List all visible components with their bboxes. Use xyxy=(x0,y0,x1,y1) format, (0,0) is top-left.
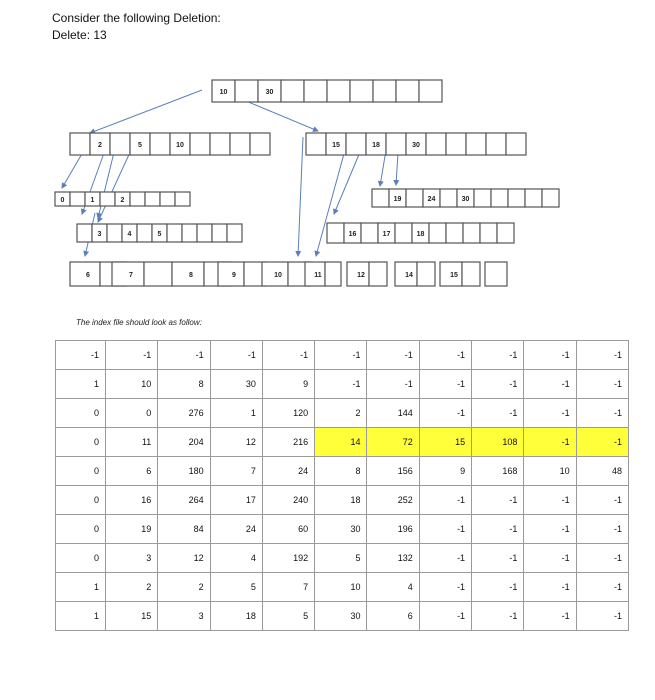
node-cell xyxy=(175,192,190,206)
table-cell: -1 xyxy=(472,370,524,399)
table-cell: -1 xyxy=(576,602,628,631)
leaf-cell xyxy=(325,262,341,286)
table-cell: 12 xyxy=(158,544,210,573)
table-cell: -1 xyxy=(367,341,419,370)
table-row xyxy=(56,486,629,515)
node-key: 10 xyxy=(176,142,184,149)
table-cell: 120 xyxy=(262,399,314,428)
node-key: 24 xyxy=(427,196,436,203)
node-cell xyxy=(70,133,90,155)
table-row xyxy=(56,370,629,399)
node-cell xyxy=(346,133,366,155)
node-key: 5 xyxy=(138,142,142,149)
node-cell xyxy=(137,224,152,242)
tree-boxes xyxy=(55,80,559,286)
table-cell: -1 xyxy=(419,515,471,544)
table-cell: 168 xyxy=(472,457,524,486)
node-key: 30 xyxy=(412,142,420,149)
table-cell: -1 xyxy=(524,573,576,602)
table-cell: 276 xyxy=(158,399,210,428)
table-cell: -1 xyxy=(576,428,628,457)
index-caption: The index file should look as follow: xyxy=(76,318,202,327)
table-row xyxy=(56,457,629,486)
leaf-key: 12 xyxy=(357,272,365,279)
table-cell: 10 xyxy=(315,573,367,602)
table-cell: 264 xyxy=(158,486,210,515)
table-row xyxy=(56,602,629,631)
node-key: 2 xyxy=(120,197,125,204)
leaf-key: 7 xyxy=(129,272,133,279)
table-cell: 5 xyxy=(315,544,367,573)
table-cell: 2 xyxy=(315,399,367,428)
node-cell xyxy=(107,224,122,242)
node-cell xyxy=(361,223,378,243)
node-cell xyxy=(130,192,145,206)
table-cell: -1 xyxy=(106,341,158,370)
node-cell xyxy=(506,133,526,155)
leaf-cell xyxy=(112,262,144,286)
leaf-cell xyxy=(218,262,244,286)
node-cell xyxy=(429,223,446,243)
leaf-key: 15 xyxy=(450,272,458,279)
node-cell xyxy=(440,189,457,207)
leaf-key: 9 xyxy=(232,272,236,279)
table-cell: 30 xyxy=(210,370,262,399)
node-key: 4 xyxy=(127,231,132,238)
leaf-cell xyxy=(417,262,435,286)
node-mid_left_a xyxy=(55,192,190,206)
table-cell: -1 xyxy=(524,486,576,515)
node-cell xyxy=(212,224,227,242)
node-cell xyxy=(210,133,230,155)
table-cell: 0 xyxy=(56,428,106,457)
table-cell: 108 xyxy=(472,428,524,457)
node-cell xyxy=(190,133,210,155)
table-cell: 18 xyxy=(315,486,367,515)
table-cell: -1 xyxy=(262,341,314,370)
node-key: 17 xyxy=(382,231,391,238)
table-cell: -1 xyxy=(576,341,628,370)
node-mid_left_b xyxy=(77,224,242,242)
leaf-cell xyxy=(172,262,204,286)
table-cell: -1 xyxy=(315,370,367,399)
table-cell: 15 xyxy=(419,428,471,457)
table-cell: -1 xyxy=(576,486,628,515)
node-cell xyxy=(235,80,258,102)
node-cell xyxy=(304,80,327,102)
table-cell: 192 xyxy=(262,544,314,573)
node-cell xyxy=(542,189,559,207)
table-cell: 6 xyxy=(367,602,419,631)
table-cell: -1 xyxy=(419,544,471,573)
node-key: 16 xyxy=(348,231,357,238)
table-cell: 8 xyxy=(158,370,210,399)
table-cell: 5 xyxy=(262,602,314,631)
table-cell: -1 xyxy=(56,341,106,370)
leaf-key: 10 xyxy=(274,272,282,279)
node-cell xyxy=(250,133,270,155)
node-cell xyxy=(160,192,175,206)
table-cell: -1 xyxy=(472,544,524,573)
table-cell: 1 xyxy=(56,573,106,602)
node-cell xyxy=(372,189,389,207)
node-mid_right_b xyxy=(327,223,514,243)
table-cell: 3 xyxy=(158,602,210,631)
table-cell: -1 xyxy=(524,399,576,428)
node-cell xyxy=(486,133,506,155)
table-cell: -1 xyxy=(576,573,628,602)
pointer-arrow xyxy=(334,152,360,214)
leaf-key: 6 xyxy=(86,272,90,279)
index-table xyxy=(55,340,629,631)
node-key: 1 xyxy=(90,197,95,204)
table-cell: 10 xyxy=(524,457,576,486)
table-cell: 12 xyxy=(210,428,262,457)
table-cell: -1 xyxy=(419,341,471,370)
table-cell: 156 xyxy=(367,457,419,486)
table-cell: 14 xyxy=(315,428,367,457)
table-cell: -1 xyxy=(576,515,628,544)
table-row xyxy=(56,544,629,573)
node-key: 18 xyxy=(372,142,380,149)
table-cell: 252 xyxy=(367,486,419,515)
table-cell: -1 xyxy=(524,602,576,631)
leaf-key: 8 xyxy=(189,272,193,279)
leaf-cell xyxy=(485,262,507,286)
table-cell: 1 xyxy=(56,370,106,399)
node-key: 19 xyxy=(393,196,402,203)
table-cell: 4 xyxy=(367,573,419,602)
table-cell: 1 xyxy=(210,399,262,428)
node-cell xyxy=(497,223,514,243)
table-cell: 5 xyxy=(210,573,262,602)
node-leaves xyxy=(70,262,507,286)
table-cell: 144 xyxy=(367,399,419,428)
table-cell: -1 xyxy=(524,544,576,573)
table-cell: 11 xyxy=(106,428,158,457)
node-key: 2 xyxy=(98,142,102,149)
node-root xyxy=(212,80,442,102)
table-cell: 15 xyxy=(106,602,158,631)
table-cell: 9 xyxy=(262,370,314,399)
node-cell xyxy=(466,133,486,155)
table-cell: 196 xyxy=(367,515,419,544)
node-cell xyxy=(480,223,497,243)
table-cell: 10 xyxy=(106,370,158,399)
node-cell xyxy=(491,189,508,207)
table-cell: 216 xyxy=(262,428,314,457)
node-key: 30 xyxy=(461,196,470,203)
leaf-cell xyxy=(144,262,172,286)
node-cell xyxy=(508,189,525,207)
table-cell: 19 xyxy=(106,515,158,544)
node-cell xyxy=(426,133,446,155)
table-cell: -1 xyxy=(315,341,367,370)
table-row xyxy=(56,573,629,602)
leaf-cell xyxy=(369,262,387,286)
table-cell: 18 xyxy=(210,602,262,631)
table-cell: -1 xyxy=(472,341,524,370)
table-row xyxy=(56,399,629,428)
table-cell: -1 xyxy=(524,515,576,544)
pointer-arrow xyxy=(396,153,398,185)
table-cell: -1 xyxy=(576,544,628,573)
node-cell xyxy=(197,224,212,242)
table-cell: -1 xyxy=(419,399,471,428)
node-cell xyxy=(406,189,423,207)
table-cell: 84 xyxy=(158,515,210,544)
table-cell: 0 xyxy=(56,486,106,515)
leaf-cell xyxy=(70,262,100,286)
table-cell: 48 xyxy=(576,457,628,486)
node-level2_right xyxy=(306,133,526,155)
table-cell: -1 xyxy=(472,573,524,602)
table-cell: 0 xyxy=(56,457,106,486)
btree-diagram xyxy=(0,0,655,320)
table-cell: -1 xyxy=(524,341,576,370)
node-cell xyxy=(463,223,480,243)
node-key: 5 xyxy=(157,231,162,238)
node-mid_right_a xyxy=(372,189,559,207)
node-cell xyxy=(525,189,542,207)
node-cell xyxy=(373,80,396,102)
table-cell: 30 xyxy=(315,515,367,544)
table-cell: 7 xyxy=(262,573,314,602)
table-cell: 180 xyxy=(158,457,210,486)
table-cell: 60 xyxy=(262,515,314,544)
table-cell: 24 xyxy=(210,515,262,544)
heading: Consider the following Deletion: xyxy=(52,11,221,25)
node-cell xyxy=(419,80,442,102)
node-key: 3 xyxy=(97,231,102,238)
node-cell xyxy=(306,133,326,155)
table-cell: -1 xyxy=(576,399,628,428)
table-cell: 2 xyxy=(158,573,210,602)
table-cell: -1 xyxy=(367,370,419,399)
subheading: Delete: 13 xyxy=(52,28,107,42)
node-cell xyxy=(327,80,350,102)
table-cell: 2 xyxy=(106,573,158,602)
table-cell: 30 xyxy=(315,602,367,631)
node-cell xyxy=(77,224,92,242)
table-cell: -1 xyxy=(472,399,524,428)
node-cell xyxy=(327,223,344,243)
table-cell: 240 xyxy=(262,486,314,515)
pointer-arrow xyxy=(298,137,303,256)
node-key: 18 xyxy=(416,231,425,238)
table-cell: 0 xyxy=(106,399,158,428)
pointer-arrow xyxy=(98,148,132,222)
node-cell xyxy=(281,80,304,102)
table-cell: 16 xyxy=(106,486,158,515)
table-cell: -1 xyxy=(576,370,628,399)
node-cell xyxy=(150,133,170,155)
node-key: 0 xyxy=(60,197,65,204)
leaf-key: 14 xyxy=(405,272,413,279)
table-cell: -1 xyxy=(419,486,471,515)
leaf-cell xyxy=(462,262,480,286)
table-cell: 3 xyxy=(106,544,158,573)
table-cell: -1 xyxy=(524,370,576,399)
table-cell: -1 xyxy=(210,341,262,370)
node-cell xyxy=(350,80,373,102)
table-cell: 17 xyxy=(210,486,262,515)
table-cell: -1 xyxy=(419,602,471,631)
table-cell: 1 xyxy=(56,602,106,631)
node-cell xyxy=(227,224,242,242)
table-cell: -1 xyxy=(472,602,524,631)
node-cell xyxy=(145,192,160,206)
leaf-key: 11 xyxy=(314,272,322,279)
table-cell: 4 xyxy=(210,544,262,573)
node-cell xyxy=(446,133,466,155)
node-cell xyxy=(386,133,406,155)
table-cell: 0 xyxy=(56,399,106,428)
node-key: 15 xyxy=(332,142,340,149)
table-cell: -1 xyxy=(419,573,471,602)
table-cell: 7 xyxy=(210,457,262,486)
table-cell: 8 xyxy=(315,457,367,486)
table-row xyxy=(56,428,629,457)
pointer-arrow xyxy=(90,90,202,133)
table-cell: 204 xyxy=(158,428,210,457)
node-cell xyxy=(110,133,130,155)
node-cell xyxy=(167,224,182,242)
node-cell xyxy=(395,223,412,243)
table-cell: -1 xyxy=(158,341,210,370)
node-cell xyxy=(230,133,250,155)
node-cell xyxy=(474,189,491,207)
table-cell: 132 xyxy=(367,544,419,573)
table-cell: 24 xyxy=(262,457,314,486)
node-cell xyxy=(100,192,115,206)
table-cell: 0 xyxy=(56,515,106,544)
node-cell xyxy=(396,80,419,102)
table-cell: -1 xyxy=(419,370,471,399)
table-cell: 9 xyxy=(419,457,471,486)
table-cell: 72 xyxy=(367,428,419,457)
table-cell: 0 xyxy=(56,544,106,573)
node-key: 10 xyxy=(219,89,228,96)
node-cell xyxy=(446,223,463,243)
node-cell xyxy=(182,224,197,242)
table-cell: -1 xyxy=(472,486,524,515)
node-key: 30 xyxy=(265,89,274,96)
node-cell xyxy=(70,192,85,206)
node-level2_left xyxy=(70,133,270,155)
table-row xyxy=(56,341,629,370)
table-cell: 6 xyxy=(106,457,158,486)
table-row xyxy=(56,515,629,544)
table-cell: -1 xyxy=(472,515,524,544)
table-cell: -1 xyxy=(524,428,576,457)
